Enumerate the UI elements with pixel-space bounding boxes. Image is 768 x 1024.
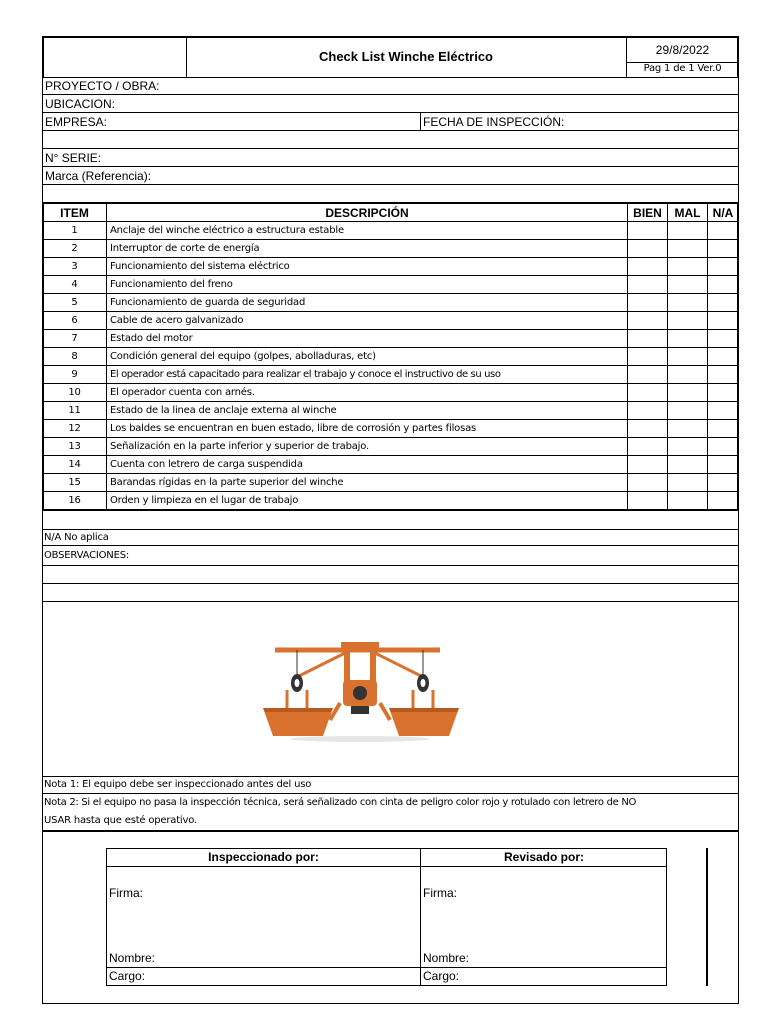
nota-2-line-1: Nota 2: Si el equipo no pasa la inspección técnica, será señalizado con cinta de peligro color rojo y rotulado con letrero de NO [44, 797, 637, 808]
row-line [43, 239, 738, 240]
nota-2-line-2: USAR hasta que esté operativo. [44, 815, 197, 826]
document-date: 29/8/2022 [655, 43, 710, 57]
item-description: Cable de acero galvanizado [110, 315, 244, 326]
field-line [42, 94, 739, 95]
empresa-divider [420, 112, 421, 130]
col-divider-na [707, 203, 708, 510]
header-mal: MAL [674, 206, 701, 220]
item-description: Funcionamiento del freno [110, 279, 233, 290]
obs-line [42, 583, 739, 584]
item-description: Señalización en la parte inferior y superior de trabajo. [110, 441, 369, 452]
item-description: Estado del motor [110, 333, 193, 344]
row-line [43, 311, 738, 312]
signature-cargo-line [106, 967, 667, 968]
bucket-right [389, 690, 459, 736]
item-description: Estado de la linea de anclaje externa al winche [110, 405, 337, 416]
na-legend: N/A No aplica [44, 532, 109, 543]
row-line [43, 473, 738, 474]
observaciones-label: OBSERVACIONES: [44, 550, 130, 561]
signature-header-line [106, 866, 667, 867]
item-number: 5 [71, 297, 78, 308]
obs-line [42, 529, 739, 530]
revisado-header: Revisado por: [503, 850, 584, 864]
fields-right-border [738, 78, 739, 206]
row-line [43, 221, 738, 222]
field-line [42, 112, 739, 113]
signature-divider [420, 848, 421, 986]
winch-motor [343, 680, 377, 714]
reviewer-cargo-label: Cargo: [423, 969, 460, 983]
item-number: 13 [68, 441, 81, 452]
obs-line [42, 565, 739, 566]
serie-label: N° SERIE: [45, 151, 102, 165]
row-line [43, 293, 738, 294]
item-description: El operador cuenta con arnés. [110, 387, 255, 398]
marca-label: Marca (Referencia): [45, 169, 152, 183]
obs-line [42, 776, 739, 777]
fields-left-border [42, 78, 43, 206]
row-line [43, 419, 738, 420]
reviewer-firma-label: Firma: [423, 886, 457, 900]
field-line [42, 184, 739, 185]
col-divider-mal [667, 203, 668, 510]
signature-side-rule [706, 848, 708, 986]
item-number: 1 [71, 225, 78, 236]
obs-line [42, 545, 739, 546]
proyecto-label: PROYECTO / OBRA: [45, 79, 160, 93]
nota-1: Nota 1: El equipo debe ser inspeccionado antes del uso [44, 779, 312, 790]
row-line [43, 347, 738, 348]
winch-illustration [255, 628, 465, 743]
item-number: 7 [71, 333, 78, 344]
item-number: 9 [71, 369, 78, 380]
item-description: Los baldes se encuentran en buen estado, libre de corrosión y partes filosas [110, 423, 477, 434]
item-number: 11 [68, 405, 81, 416]
reviewer-nombre-label: Nombre: [423, 951, 470, 965]
item-number: 16 [68, 495, 81, 506]
col-divider-item [106, 203, 107, 510]
row-line [43, 491, 738, 492]
item-number: 4 [71, 279, 78, 290]
obs-line [42, 793, 739, 794]
row-line [43, 257, 738, 258]
ubicacion-label: UBICACION: [45, 97, 116, 111]
inspeccionado-header: Inspeccionado por: [208, 850, 319, 864]
inspector-nombre-label: Nombre: [109, 951, 156, 965]
obs-left-border [42, 511, 43, 831]
item-description: Condición general del equipo (golpes, abolladuras, etc) [110, 351, 376, 362]
hook-right [417, 650, 429, 692]
inspector-cargo-label: Cargo: [109, 969, 146, 983]
obs-right-border [738, 511, 739, 831]
item-number: 3 [71, 261, 78, 272]
row-line [43, 437, 738, 438]
item-description: Barandas rígidas en la parte superior del winche [110, 477, 344, 488]
header-item: ITEM [60, 206, 89, 220]
row-line [43, 275, 738, 276]
row-line [43, 383, 738, 384]
item-number: 2 [71, 243, 78, 254]
row-line [43, 329, 738, 330]
signature-table [106, 848, 667, 986]
item-description: Funcionamiento de guarda de seguridad [110, 297, 306, 308]
item-number: 6 [71, 315, 78, 326]
bucket-left [263, 690, 333, 736]
item-number: 8 [71, 351, 78, 362]
item-number: 10 [68, 387, 81, 398]
item-description: Interruptor de corte de energía [110, 243, 260, 254]
item-number: 14 [68, 459, 81, 470]
item-number: 15 [68, 477, 81, 488]
header-bien: BIEN [633, 206, 662, 220]
col-divider-bien [627, 203, 628, 510]
field-line [42, 148, 739, 149]
header-na: N/A [712, 206, 734, 220]
row-line [43, 401, 738, 402]
inspector-firma-label: Firma: [109, 886, 143, 900]
row-line [43, 455, 738, 456]
hook-left [291, 650, 303, 692]
item-number: 12 [68, 423, 81, 434]
item-description: Anclaje del winche eléctrico a estructura estable [110, 225, 344, 236]
row-line [43, 365, 738, 366]
item-description: Orden y limpieza en el lugar de trabajo [110, 495, 299, 506]
page-info: Pag 1 de 1 Ver.0 [643, 63, 722, 74]
field-line [42, 130, 739, 131]
field-line [42, 166, 739, 167]
item-description: El operador está capacitado para realizar el trabajo y conoce el instructivo de su uso [110, 369, 501, 380]
obs-line [42, 601, 739, 602]
item-description: Funcionamiento del sistema eléctrico [110, 261, 290, 272]
item-description: Cuenta con letrero de carga suspendida [110, 459, 303, 470]
header-descripcion: DESCRIPCIÓN [325, 206, 409, 220]
empresa-label: EMPRESA: [45, 115, 108, 129]
document-title: Check List Winche Eléctrico [319, 49, 493, 64]
fecha-label: FECHA DE INSPECCIÓN: [423, 115, 565, 129]
